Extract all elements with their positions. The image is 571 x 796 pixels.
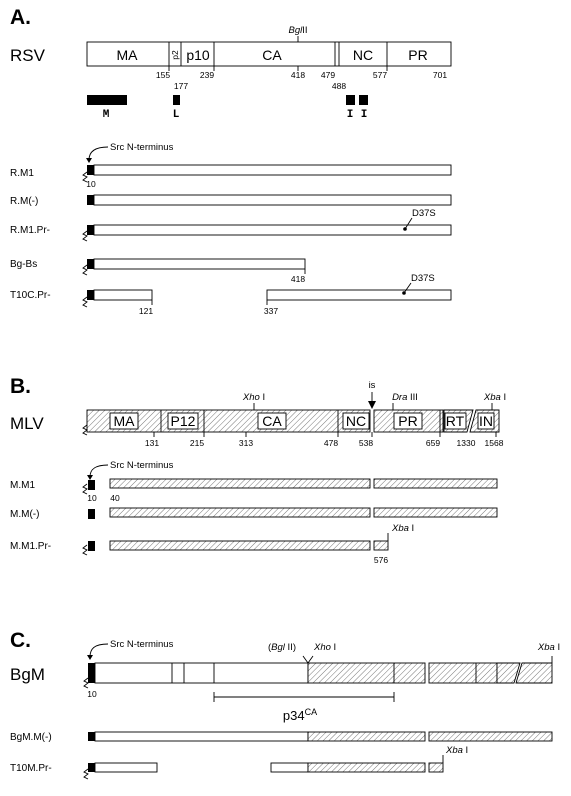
panel-b xyxy=(10,375,506,565)
src-block xyxy=(88,732,95,741)
mutation-dot xyxy=(403,227,407,231)
src-block xyxy=(87,225,94,235)
src-block xyxy=(88,763,95,772)
marker-m: M xyxy=(102,109,110,121)
xba-site-label-c: Xba I xyxy=(537,642,561,653)
domain-pr: PR xyxy=(398,413,418,429)
panel-c xyxy=(10,629,560,779)
construct-mm1-bar-gag xyxy=(110,479,370,488)
bgm-bar-in xyxy=(516,663,552,683)
pos-131: 131 xyxy=(144,438,160,448)
domain-pr: PR xyxy=(408,47,428,63)
pos-576: 576 xyxy=(373,555,389,565)
construct-mm-bar-gag xyxy=(110,508,370,517)
squiggle xyxy=(83,545,87,555)
squiggle xyxy=(83,425,87,435)
pos-10-a: 10 xyxy=(86,179,96,189)
pos-538: 538 xyxy=(358,438,374,448)
pos-10-c: 10 xyxy=(87,689,97,699)
domain-ma: MA xyxy=(113,413,135,429)
src-label-b: Src N-terminus xyxy=(110,460,174,471)
construct-t10m-label: T10M.Pr- xyxy=(10,763,52,774)
marker-i2-block xyxy=(359,95,368,105)
panel-b-label: B. xyxy=(10,375,31,398)
domain-ca: CA xyxy=(262,47,282,63)
construct-mm1pr-bar-tail xyxy=(374,541,388,550)
squiggle xyxy=(83,265,87,275)
construct-t10c-bar-right xyxy=(267,290,451,300)
pos-10-b: 10 xyxy=(87,493,97,503)
mutation-label-2: D37S xyxy=(411,273,435,284)
bgl-site-label: BglII xyxy=(288,25,308,36)
construct-rm1-label: R.M1 xyxy=(10,168,34,179)
xho-site-label-c: Xho I xyxy=(314,642,337,653)
src-label-c: Src N-terminus xyxy=(110,639,174,650)
construct-rm1pr-bar xyxy=(94,225,451,235)
construct-t10m-bar-tail xyxy=(429,763,443,772)
xba-site-label-c2: Xba I xyxy=(446,745,469,756)
construct-rm-label: R.M(-) xyxy=(10,196,39,207)
src-block xyxy=(88,509,95,519)
construct-mm1-bar-pol xyxy=(374,479,497,488)
pos-577: 577 xyxy=(372,70,388,80)
construct-bgmm-bar-rsv xyxy=(95,732,308,741)
panel-c-label: C. xyxy=(10,629,31,652)
marker-l: L xyxy=(172,109,180,121)
construct-mm1pr-label: M.M1.Pr- xyxy=(10,541,52,552)
construct-mm1pr-bar-gag xyxy=(110,541,370,550)
construct-bgbs-label: Bg-Bs xyxy=(10,259,38,270)
src-arrowhead-c xyxy=(87,655,93,660)
src-arrowhead-b xyxy=(87,475,93,480)
marker-i1-block xyxy=(346,95,355,105)
domain-p2: p2 xyxy=(170,50,180,60)
rsv-label: RSV xyxy=(10,46,45,65)
construct-rm1pr-label: R.M1.Pr- xyxy=(10,225,50,236)
construct-t10m-bar-rsv xyxy=(271,763,308,772)
marker-m-block xyxy=(87,95,127,105)
marker-i1: I xyxy=(346,109,354,121)
src-block xyxy=(88,541,95,551)
is-arrowhead xyxy=(368,401,376,409)
construct-t10m-bar-left xyxy=(95,763,157,772)
src-label-a: Src N-terminus xyxy=(110,142,174,153)
src-block xyxy=(87,165,94,175)
domain-p10: p10 xyxy=(186,47,210,63)
xba-site-label: Xba I xyxy=(483,392,507,403)
is-label: is xyxy=(368,380,376,391)
junction-mark xyxy=(303,656,313,663)
pos-215: 215 xyxy=(189,438,205,448)
construct-mm-bar-pol xyxy=(374,508,497,517)
domain-ma: MA xyxy=(116,47,138,63)
marker-i2: I xyxy=(360,109,368,121)
pos-418b: 418 xyxy=(290,274,306,284)
bgm-bar-rsv xyxy=(95,663,308,683)
construct-bgmm-bar-gag xyxy=(308,732,425,741)
pos-337: 337 xyxy=(263,306,279,316)
squiggle xyxy=(83,297,87,307)
construct-mm-label: M.M(-) xyxy=(10,509,40,520)
pos-155: 155 xyxy=(155,70,171,80)
construct-bgbs-bar xyxy=(94,259,305,269)
mutation-dot-2 xyxy=(402,291,406,295)
pos-659: 659 xyxy=(425,438,441,448)
bgm-label: BgM xyxy=(10,665,45,684)
domain-in: IN xyxy=(479,413,493,429)
pos-479: 479 xyxy=(320,70,336,80)
pos-313: 313 xyxy=(238,438,254,448)
src-block xyxy=(87,259,94,269)
pos-1568: 1568 xyxy=(484,438,504,448)
pos-121: 121 xyxy=(138,306,154,316)
pos-1330: 1330 xyxy=(456,438,476,448)
domain-nc: NC xyxy=(352,47,374,63)
src-block xyxy=(87,290,94,300)
src-block xyxy=(88,663,95,683)
domain-nc: NC xyxy=(345,413,367,429)
construct-rm-bar xyxy=(94,195,451,205)
src-arrowhead xyxy=(86,158,92,163)
src-block xyxy=(88,480,95,490)
construct-t10c-bar-left xyxy=(94,290,152,300)
bgm-bar-mlv-pr xyxy=(429,663,497,683)
pos-488: 488 xyxy=(331,81,347,91)
bgl-site-label-c: (Bgl II) xyxy=(268,642,296,653)
domain-p12: P12 xyxy=(170,413,196,429)
xho-site-label: Xho I xyxy=(242,392,266,403)
domain-ca: CA xyxy=(262,413,282,429)
pos-40: 40 xyxy=(110,493,120,503)
pos-418: 418 xyxy=(290,70,306,80)
squiggle xyxy=(83,231,87,241)
pos-701: 701 xyxy=(432,70,448,80)
marker-l-block xyxy=(173,95,180,105)
construct-bgmm-bar-pol xyxy=(429,732,552,741)
pos-177: 177 xyxy=(173,81,189,91)
p34-label: $p34^{CA}$ xyxy=(282,707,318,723)
construct-mm1-label: M.M1 xyxy=(10,480,35,491)
pos-478: 478 xyxy=(323,438,339,448)
mutation-label: D37S xyxy=(412,208,436,219)
construct-t10m-bar-gag xyxy=(308,763,425,772)
domain-rt: RT xyxy=(445,413,465,429)
construct-t10c-label: T10C.Pr- xyxy=(10,290,51,301)
construct-bgmm-label: BgM.M(-) xyxy=(10,732,52,743)
dra-site-label: Dra III xyxy=(392,392,418,403)
pos-239: 239 xyxy=(199,70,215,80)
squiggle xyxy=(84,678,88,688)
construct-rm1-bar xyxy=(94,165,451,175)
squiggle xyxy=(84,769,88,779)
bgm-bar-mlv-gag xyxy=(308,663,425,683)
src-block xyxy=(87,195,94,205)
panel-a-label: A. xyxy=(10,6,31,29)
mlv-label: MLV xyxy=(10,414,44,433)
xba-site-label-2: Xba I xyxy=(392,523,415,534)
panel-a xyxy=(10,6,451,316)
